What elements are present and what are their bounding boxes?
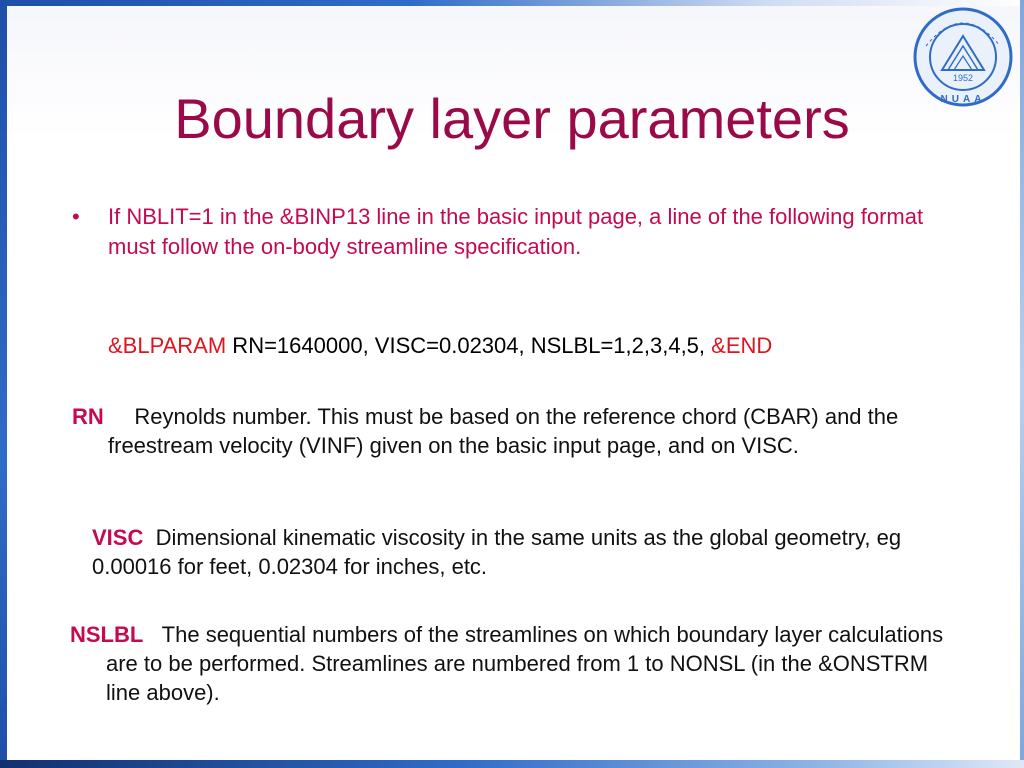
- definition-term: VISC: [92, 525, 144, 550]
- bottom-frame-bar: [0, 760, 1024, 768]
- seal-year: 1952: [952, 73, 974, 83]
- code-end-keyword: &END: [711, 333, 773, 358]
- bullet-text: If NBLIT=1 in the &BINP13 line in the basic input page, a line of the following format must follow the on-body streamline specification.: [108, 204, 924, 259]
- definition-text: Dimensional kinematic viscosity in the same units as the global geometry, eg 0.00016 for feet, 0.02304 for inches, etc.: [92, 525, 902, 579]
- bullet-dot-icon: •: [72, 204, 80, 229]
- code-body: RN=1640000, VISC=0.02304, NSLBL=1,2,3,4,5,: [226, 333, 712, 358]
- code-start-keyword: &BLPARAM: [108, 333, 227, 358]
- definition-rn: [72, 402, 952, 460]
- page-title: Boundary layer parameters: [174, 87, 850, 150]
- definition-text: The sequential numbers of the streamlines on which boundary layer calculations are to be performed. Streamlines are numbered from 1 to NONSL (in the &ONSTRM line above).: [106, 622, 944, 705]
- definition-visc: [92, 523, 952, 581]
- definition-text: Reynolds number. This must be based on the reference chord (CBAR) and the freestream velocity (VINF) given on the basic input page, and on VISC.: [108, 404, 899, 458]
- intro-bullet: [72, 202, 952, 262]
- definition-nslbl: [70, 620, 950, 707]
- definition-term: RN: [72, 404, 104, 429]
- definition-term: NSLBL: [70, 622, 144, 647]
- seal-letters: NUAA: [940, 94, 986, 105]
- blparam-code-line: [108, 331, 772, 361]
- top-frame-bar: [0, 0, 1024, 6]
